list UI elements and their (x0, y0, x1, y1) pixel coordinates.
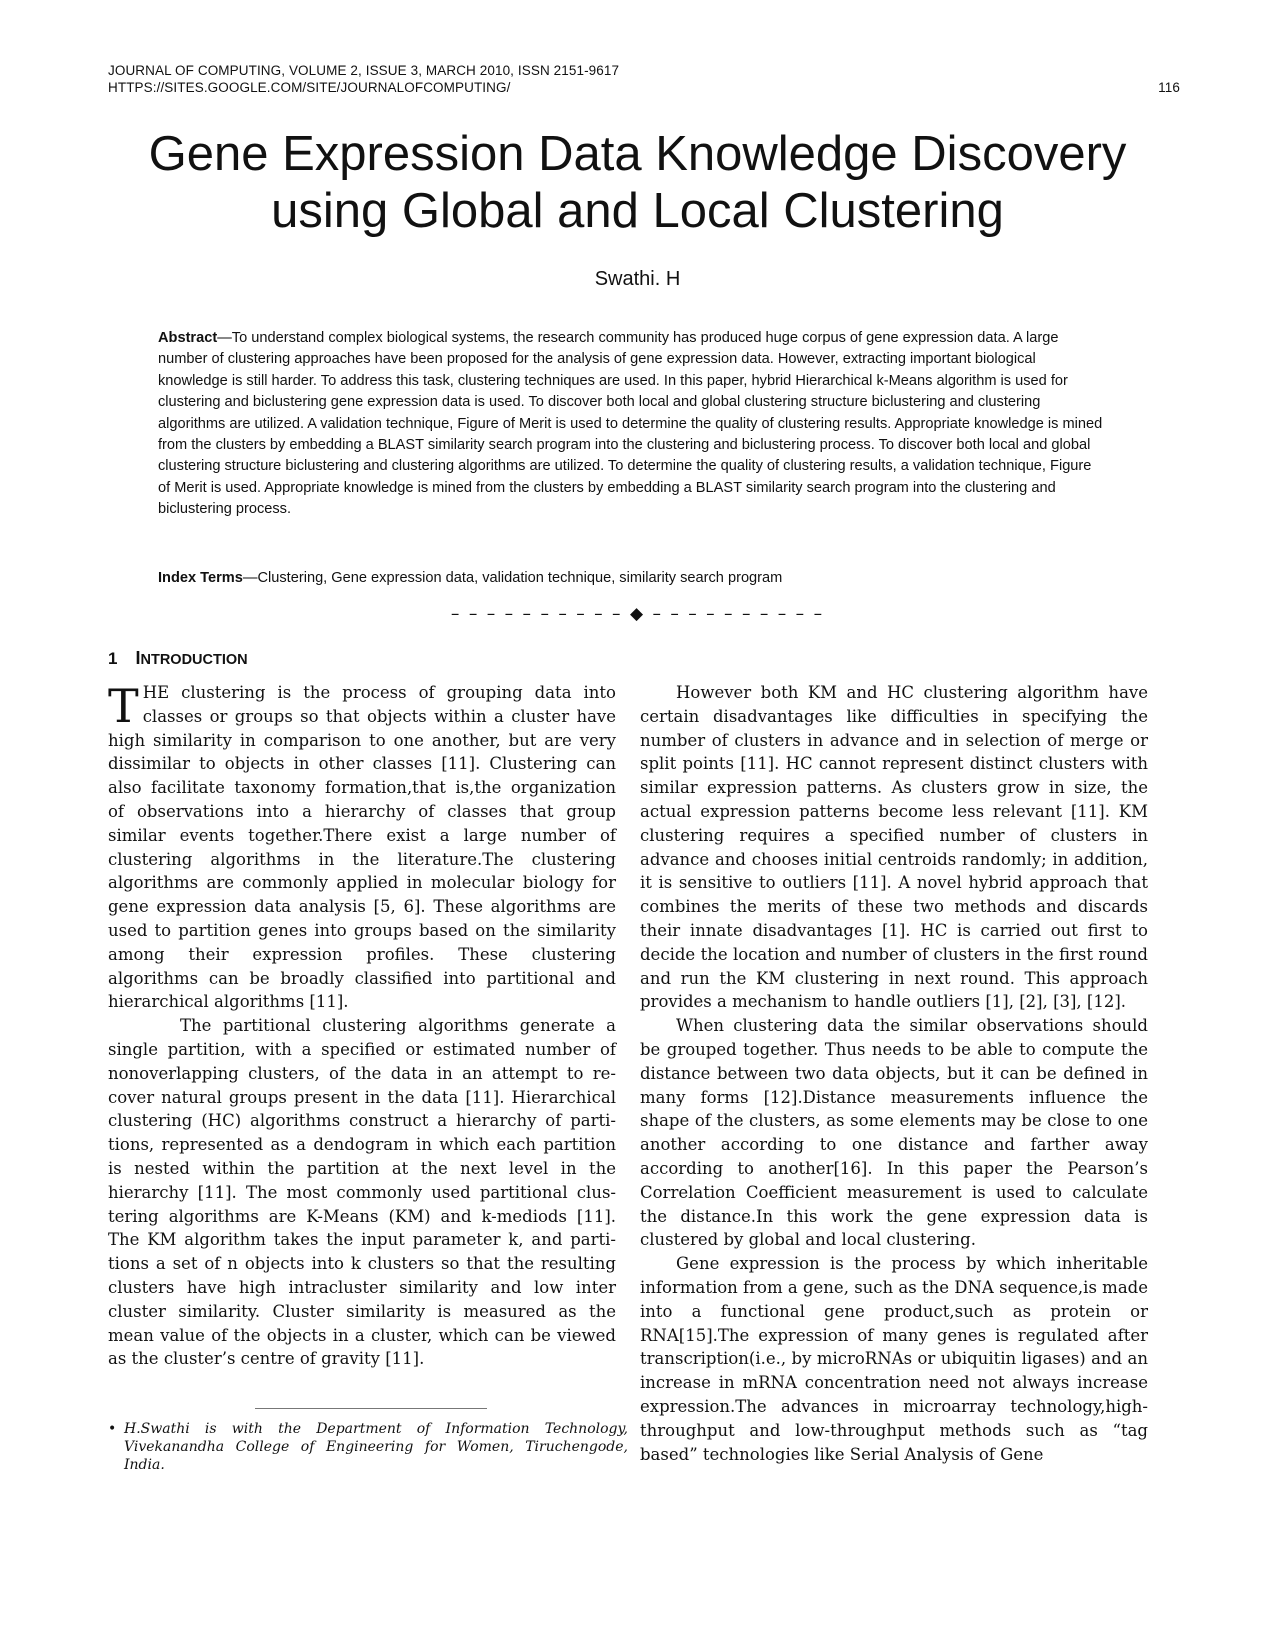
footnote-rule (255, 1408, 487, 1409)
author-footnote (108, 1420, 628, 1474)
index-terms (158, 568, 1104, 589)
title-line-1: Gene Expression Data Knowledge Discovery (148, 127, 1127, 181)
right-paragraph-2: When clustering data the similar observations should be grouped together. Thus needs to be able to compute the distance between two data objects, but it can be defined in many forms [12].Distance measurements influence the shape of the clusters, as some elements may be close to one another according to one distance and farther away according to another[16]. In this paper the Pearson’s Correlation Coefficient measurement is used to calculate the distance.In this work the gene expression data is clustered by global and local clustering. (640, 1016, 1148, 1250)
footnote-bullet: • (108, 1421, 117, 1437)
abstract (158, 328, 1104, 521)
index-terms-label: Index Terms (158, 570, 243, 586)
right-paragraph-3: Gene expression is the process by which inheritable information from a gene, such as the DNA sequence,is made into a functional gene product,such as protein or RNA[15].The expression of many genes is regulated after transcription(i.e., by microRNAs or ubiquitin ligases) and an increase in mRNA concentration need not always increase expression.The advances in microarray technology,high-throughput and low-throughput methods such as “tag based” technologies like Serial Analysis of Gene (640, 1254, 1148, 1464)
abstract-label: Abstract (158, 330, 218, 346)
author-name: Swathi. H (594, 268, 681, 290)
section-title-rest: NTRODUCTION (140, 652, 248, 668)
drop-cap: T (108, 679, 139, 733)
intro-paragraph-2: The partitional clustering algorithms generate a single partition, with a specified or estimated number of nonoverlapping clusters, of the data in an attempt to recover natural groups present in the data [11]. Hierarchical clustering (HC) algorithms construct a hierarchy of partitions, represented as a dendogram in which each partition is nested within the partition at the next level in the hierarchy [11]. The most commonly used partitional clustering algorithms are K-Means (KM) and k-mediods [11]. The KM algorithm takes the input parameter k, and partitions a set of n objects into k clusters so that the resulting clusters have high intracluster similarity and low inter cluster similarity. Cluster similarity is measured as the mean value of the objects in a cluster, which can be viewed as the cluster’s centre of gravity [11]. (108, 1016, 616, 1369)
journal-info: JOURNAL OF COMPUTING, VOLUME 2, ISSUE 3, MARCH 2010, ISSN 2151-9617 (108, 63, 620, 78)
intro-paragraph-1-text: HE clustering is the process of grouping data into classes or groups so that objects within a cluster have high similarity in comparison to one another, but are very dissimilar to objects in other classes [11]. Clustering can also facilitate taxonomy formation,that is,the organization of observations into a hierarchy of classes that group similar events together.There exist a large number of clustering algorithms in the literature.The clustering algorithms are commonly applied in molecular biology for gene expression data analysis [5, 6]. These algorithms are used to partition genes into groups based on the similarity among their expression profiles. These clustering algorithms can be broadly classified into partitional and hierarchical algorithms [11]. (108, 683, 616, 1012)
section-heading (108, 648, 248, 669)
abstract-text: —To understand complex biological systems, the research community has produced huge corpus of gene expression data. A large number of clustering approaches have been proposed for the analysis of gene expression data. However, extracting important biological knowledge is still harder. To address this task, clustering techniques are used. In this paper, hybrid Hierarchical k-Means algorithm is used for clustering and biclustering gene expression data is used. To discover both local and global clustering structure biclustering and clustering algorithms are utilized. A validation technique, Figure of Merit is used to determine the quality of clustering results. Appropriate knowledge is mined from the clusters by embedding a BLAST similarity search program into the clustering and biclustering process. To discover both local and global clustering structure biclustering and clustering algorithms are utilized. To determine the quality of clustering results, a validation technique, Figure of Merit is used. Appropriate knowledge is mined from the clusters by embedding a BLAST similarity search program into the clustering and biclustering process. (158, 330, 1103, 518)
paper-title (60, 126, 1215, 240)
right-paragraph-1: However both KM and HC clustering algorithm have certain disadvantages like difficulties in specifying the number of clusters in advance and in selection of merge or split points [11]. HC cannot represent distinct clusters with similar expression patterns. As clusters grow in size, the actual expression patterns become less relevant [11]. KM clustering requires a specified number of clusters in advance and chooses initial centroids randomly; in addition, it is sensitive to outliers [11]. A novel hybrid approach that combines the merits of these two methods and discards their innate disadvantages [1]. HC is carried out first to decide the location and number of clusters in the first round and run the KM clustering in next round. This approach provides a mechanism to handle outliers [1], [2], [3], [12]. (640, 683, 1148, 1012)
page-number: 116 (1158, 80, 1180, 95)
footnote-text: H.Swathi is with the Department of Information Technology, Vivekanandha College of Engineering for Women, Tiruchengode, India. (124, 1421, 628, 1473)
index-terms-text: —Clustering, Gene expression data, validation technique, similarity search program (242, 570, 783, 586)
intro-paragraph-1 (108, 681, 616, 1014)
right-column (640, 681, 1148, 1466)
section-number: 1 (108, 649, 118, 668)
section-title-initial: I (135, 648, 141, 668)
running-header (108, 62, 1180, 96)
left-column (108, 681, 616, 1371)
section-divider: – – – – – – – – – – ◆ – – – – – – – – – – (450, 604, 825, 624)
title-line-2: using Global and Local Clustering (271, 184, 1004, 238)
journal-url: HTTPS://SITES.GOOGLE.COM/SITE/JOURNALOFCOMPUTING/ (108, 80, 511, 95)
